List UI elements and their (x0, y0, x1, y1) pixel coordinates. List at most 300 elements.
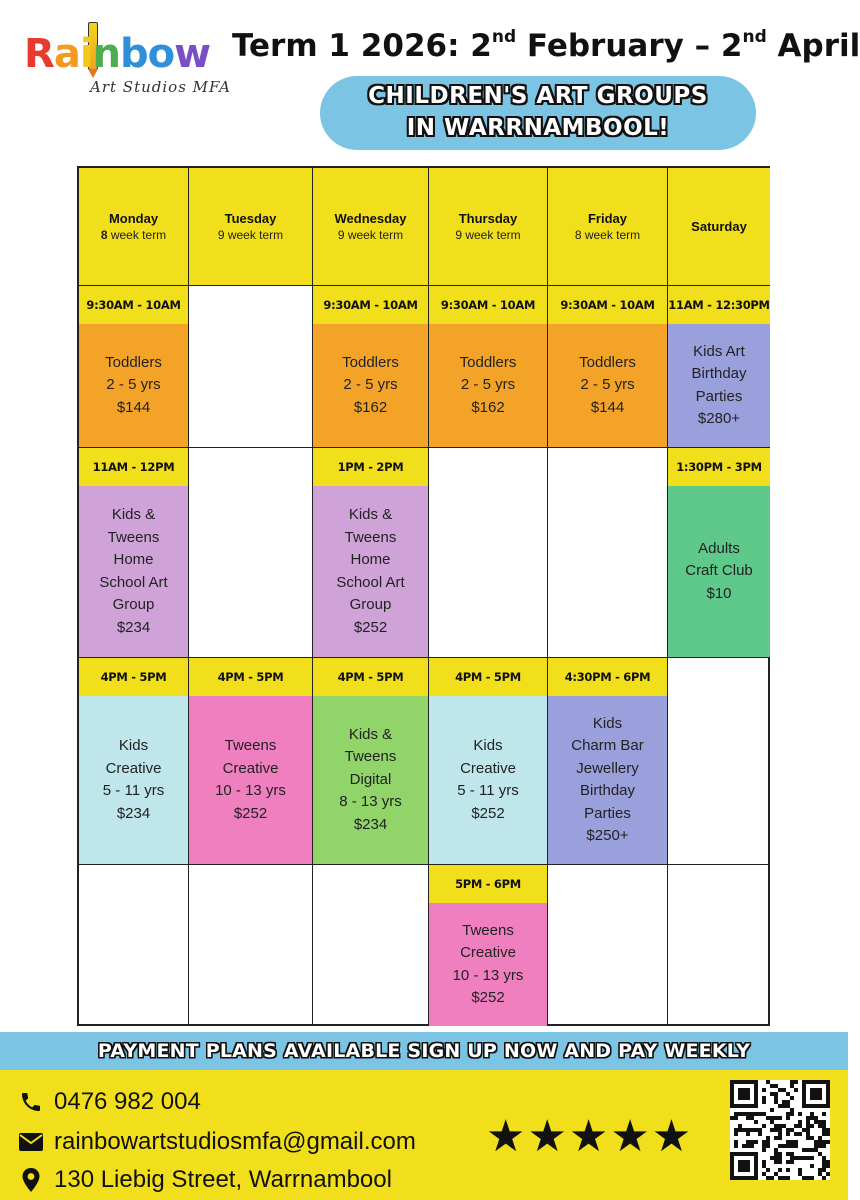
session-detail-line: $162 (353, 398, 388, 416)
session-time: 9:30AM - 10AM (429, 286, 547, 324)
qr-module (782, 1104, 786, 1108)
phone-icon (18, 1089, 44, 1115)
qr-module (782, 1176, 786, 1180)
qr-module (778, 1104, 782, 1108)
qr-module (802, 1156, 806, 1160)
session-details (79, 324, 188, 447)
class-session (548, 286, 668, 448)
session-detail-line: Jewellery (576, 759, 639, 777)
logo-letter: a (53, 31, 80, 77)
session-detail-line: Toddlers (105, 353, 162, 371)
session-detail-line: $280+ (697, 410, 741, 427)
qr-module (758, 1112, 762, 1116)
session-detail-line: Toddlers (579, 353, 636, 371)
session-details (668, 486, 770, 657)
term-title-end: April (766, 28, 860, 64)
session-detail-line: 5 - 11 yrs (457, 782, 519, 799)
qr-module (810, 1116, 814, 1120)
qr-module (774, 1160, 778, 1164)
qr-module (826, 1160, 830, 1164)
session-time: 9:30AM - 10AM (79, 286, 188, 324)
qr-module (794, 1124, 798, 1128)
qr-module (798, 1172, 802, 1176)
session-detail-line: $144 (590, 398, 625, 416)
session-detail-line: 2 - 5 yrs (106, 376, 161, 394)
session-detail-line: $144 (116, 398, 151, 416)
qr-module (778, 1176, 782, 1180)
qr-module (822, 1168, 826, 1172)
session-time: 9:30AM - 10AM (313, 286, 428, 324)
class-session (79, 286, 189, 448)
session-detail-line: $252 (353, 618, 388, 636)
qr-module (738, 1124, 742, 1128)
session-detail-line: 10 - 13 yrs (452, 966, 524, 984)
session-time: 1:30PM - 3PM (668, 448, 770, 486)
day-name: Monday (108, 211, 159, 226)
day-term-length: 9 week term (455, 228, 521, 242)
qr-module (798, 1168, 802, 1172)
qr-module (758, 1132, 762, 1136)
day-name: Tuesday (224, 211, 277, 226)
qr-module (750, 1116, 754, 1120)
qr-module (770, 1092, 774, 1096)
logo-letter: o (147, 31, 175, 77)
qr-module (810, 1156, 814, 1160)
session-detail-line: Tweens (224, 737, 277, 754)
day-name: Wednesday (334, 211, 407, 226)
qr-module (798, 1132, 802, 1136)
qr-module (806, 1176, 810, 1180)
qr-module (806, 1156, 810, 1160)
qr-module (794, 1156, 798, 1160)
qr-module (762, 1100, 766, 1104)
qr-module (762, 1140, 766, 1144)
qr-module (802, 1176, 806, 1180)
logo-letter: R (24, 31, 54, 77)
qr-module (778, 1124, 782, 1128)
map-pin-icon (18, 1167, 44, 1193)
qr-module (786, 1168, 790, 1172)
session-detail-line: Kids (118, 737, 149, 754)
qr-module (750, 1128, 754, 1132)
session-detail-line: Toddlers (342, 353, 399, 371)
session-detail-line: Digital (349, 770, 392, 788)
qr-module (814, 1140, 818, 1144)
qr-module (730, 1116, 734, 1120)
session-details (79, 696, 188, 864)
qr-module (806, 1128, 810, 1132)
qr-module (810, 1164, 814, 1168)
qr-module (734, 1116, 738, 1120)
envelope-icon (18, 1129, 44, 1155)
term-title (232, 26, 860, 66)
qr-module (774, 1116, 778, 1120)
qr-module (774, 1156, 778, 1160)
day-header-saturday (668, 168, 770, 286)
qr-module (770, 1120, 774, 1124)
qr-module (742, 1144, 746, 1148)
qr-module (762, 1172, 766, 1176)
session-detail-line: 8 - 13 yrs (339, 793, 402, 811)
timetable-cell (548, 865, 668, 1026)
session-detail-line: Creative (460, 759, 516, 777)
term-title-middle: February – 2 (516, 28, 743, 64)
qr-module (770, 1176, 774, 1180)
qr-module (766, 1168, 770, 1172)
qr-module (778, 1160, 782, 1164)
qr-module (794, 1080, 798, 1084)
qr-module (814, 1148, 818, 1152)
qr-module (786, 1144, 790, 1148)
qr-module (778, 1152, 782, 1156)
class-session (313, 658, 429, 865)
qr-module (810, 1148, 814, 1152)
session-detail-line: $234 (116, 618, 151, 636)
session-details (189, 696, 312, 864)
qr-module (762, 1096, 766, 1100)
qr-module (798, 1112, 802, 1116)
payment-banner-text: PAYMENT PLANS AVAILABLE SIGN UP NOW AND PAY WEEKLY (97, 1040, 751, 1062)
session-details (548, 324, 667, 447)
session-detail-line: 10 - 13 yrs (215, 782, 286, 799)
qr-module (790, 1156, 794, 1160)
qr-module (758, 1128, 762, 1132)
timetable-cell (189, 286, 313, 448)
session-detail-line: $10 (706, 584, 732, 602)
session-detail-line: Birthday (691, 365, 747, 382)
session-detail-line: Tweens (107, 528, 160, 546)
class-session (429, 286, 548, 448)
session-detail-line: 2 - 5 yrs (460, 376, 516, 394)
session-detail-line: Group (349, 596, 392, 613)
class-session (79, 448, 189, 658)
qr-module (766, 1140, 770, 1144)
payment-banner (0, 1032, 848, 1070)
qr-module (734, 1132, 738, 1136)
day-header-tuesday (189, 168, 313, 286)
class-session (429, 865, 548, 1026)
session-detail-line: Parties (584, 804, 631, 822)
session-detail-line: Craft Club (685, 562, 753, 580)
qr-module (774, 1148, 778, 1152)
headline-line-1: CHILDREN'S ART GROUPS (368, 83, 708, 109)
session-detail-line: $252 (233, 804, 268, 822)
class-session (79, 658, 189, 865)
qr-module (786, 1112, 790, 1116)
session-detail-line: 2 - 5 yrs (580, 376, 635, 394)
qr-code-icon[interactable] (730, 1080, 830, 1180)
logo-wordmark (24, 32, 210, 76)
qr-module (762, 1160, 766, 1164)
session-detail-line: Group (112, 596, 155, 613)
session-details (313, 324, 428, 447)
class-session (429, 658, 548, 865)
qr-module (778, 1132, 782, 1136)
qr-module (794, 1144, 798, 1148)
timetable-cell (79, 865, 189, 1026)
qr-module (786, 1128, 790, 1132)
session-details (79, 486, 188, 657)
session-detail-line: Toddlers (459, 353, 517, 371)
qr-module (794, 1140, 798, 1144)
qr-module (810, 1124, 814, 1128)
qr-module (770, 1116, 774, 1120)
qr-module (778, 1168, 782, 1172)
qr-module (766, 1136, 770, 1140)
class-session (313, 448, 429, 658)
session-time: 4:30PM - 6PM (548, 658, 667, 696)
session-detail-line: School Art (336, 573, 405, 591)
session-detail-line: $252 (471, 804, 505, 822)
qr-module (826, 1172, 830, 1176)
qr-module (802, 1148, 806, 1152)
qr-module (738, 1112, 742, 1116)
qr-module (822, 1140, 826, 1144)
session-detail-line: Adults (698, 539, 740, 557)
qr-module (738, 1160, 750, 1172)
session-detail-line: Kids & (348, 725, 393, 743)
session-detail-line: $252 (471, 989, 505, 1006)
session-detail-line: Creative (460, 944, 516, 961)
qr-module (778, 1116, 782, 1120)
session-detail-line: $250+ (586, 827, 629, 844)
session-detail-line: Birthday (579, 782, 636, 799)
qr-module (754, 1120, 758, 1124)
term-title-sup-2: nd (742, 27, 767, 47)
session-details (429, 903, 547, 1026)
qr-module (734, 1112, 738, 1116)
five-star-rating: ★★★★★ (486, 1111, 694, 1162)
day-term-length: 9 week term (337, 228, 404, 242)
session-detail-line: Kids (473, 737, 503, 754)
session-time: 4PM - 5PM (313, 658, 428, 696)
qr-module (814, 1144, 818, 1148)
qr-module (766, 1116, 770, 1120)
session-detail-line: Charm Bar (571, 737, 644, 754)
day-header-monday (79, 168, 189, 286)
qr-module (790, 1152, 794, 1156)
timetable (77, 166, 770, 1026)
qr-module (774, 1136, 778, 1140)
qr-module (790, 1080, 794, 1084)
qr-module (818, 1144, 822, 1148)
qr-module (754, 1140, 758, 1144)
qr-module (790, 1084, 794, 1088)
class-session (668, 286, 770, 448)
qr-module (822, 1132, 826, 1136)
qr-module (794, 1088, 798, 1092)
qr-module (774, 1172, 778, 1176)
qr-module (734, 1140, 738, 1144)
street-address: 130 Liebig Street, Warrnambool (54, 1166, 392, 1193)
qr-module (818, 1124, 822, 1128)
qr-module (810, 1088, 822, 1100)
qr-module (790, 1096, 794, 1100)
qr-module (762, 1164, 766, 1168)
qr-module (806, 1116, 810, 1120)
qr-module (826, 1128, 830, 1132)
qr-module (822, 1164, 826, 1168)
qr-module (822, 1156, 826, 1160)
day-header-wednesday (313, 168, 429, 286)
qr-module (786, 1104, 790, 1108)
session-detail-line: Tweens (344, 748, 397, 766)
qr-module (806, 1136, 810, 1140)
qr-module (778, 1156, 782, 1160)
session-time: 4PM - 5PM (79, 658, 188, 696)
qr-module (746, 1140, 750, 1144)
term-weeks: 8 (100, 228, 108, 242)
qr-module (790, 1144, 794, 1148)
qr-module (822, 1160, 826, 1164)
session-time: 4PM - 5PM (429, 658, 547, 696)
qr-module (814, 1116, 818, 1120)
qr-module (774, 1128, 778, 1132)
day-term-length: 9 week term (217, 228, 284, 242)
qr-module (778, 1128, 782, 1132)
qr-module (794, 1132, 798, 1136)
session-details (429, 696, 547, 864)
qr-module (806, 1148, 810, 1152)
qr-module (786, 1092, 790, 1096)
timetable-cell (429, 448, 548, 658)
qr-module (762, 1088, 766, 1092)
qr-module (770, 1084, 774, 1088)
phone-number: 0476 982 004 (54, 1088, 201, 1115)
qr-module (766, 1144, 770, 1148)
class-session (668, 448, 770, 658)
qr-module (754, 1112, 758, 1116)
session-time: 1PM - 2PM (313, 448, 428, 486)
qr-module (738, 1128, 742, 1132)
timetable-cell (548, 448, 668, 658)
qr-module (786, 1116, 790, 1120)
address-contact[interactable] (18, 1164, 392, 1196)
qr-module (826, 1132, 830, 1136)
email-address: rainbowartstudiosmfa@gmail.com (54, 1128, 416, 1155)
qr-module (762, 1112, 766, 1116)
qr-module (742, 1112, 746, 1116)
session-time: 9:30AM - 10AM (548, 286, 667, 324)
day-name: Thursday (458, 211, 518, 226)
session-details (313, 696, 428, 864)
qr-module (746, 1128, 750, 1132)
qr-module (806, 1120, 810, 1124)
timetable-cell (189, 865, 313, 1026)
qr-module (778, 1144, 782, 1148)
qr-module (798, 1124, 802, 1128)
qr-module (818, 1136, 822, 1140)
class-session (313, 286, 429, 448)
day-name: Saturday (691, 219, 747, 234)
session-detail-line: Parties (695, 387, 743, 405)
qr-module (774, 1100, 778, 1104)
phone-contact[interactable] (18, 1086, 201, 1118)
qr-module (782, 1088, 786, 1092)
timetable-cell (668, 865, 770, 1026)
session-time: 11AM - 12PM (79, 448, 188, 486)
qr-module (778, 1088, 782, 1092)
session-detail-line: Tweens (462, 921, 514, 939)
qr-module (746, 1116, 750, 1120)
qr-module (818, 1140, 822, 1144)
session-detail-line: Kids & (111, 506, 156, 523)
qr-module (746, 1132, 750, 1136)
qr-module (774, 1096, 778, 1100)
qr-module (770, 1108, 774, 1112)
qr-module (818, 1152, 822, 1156)
session-detail-line: Creative (105, 759, 162, 777)
session-detail-line: Home (350, 551, 391, 568)
class-session (548, 658, 668, 865)
qr-module (822, 1128, 826, 1132)
class-session (189, 658, 313, 865)
session-detail-line: Home (113, 551, 154, 568)
qr-module (810, 1136, 814, 1140)
session-detail-line: $234 (353, 815, 388, 833)
session-detail-line: School Art (99, 573, 168, 591)
qr-module (782, 1100, 786, 1104)
timetable-cell (189, 448, 313, 658)
term-title-sup-1: nd (491, 27, 517, 47)
session-details (429, 324, 547, 447)
qr-module (818, 1172, 822, 1176)
email-contact[interactable] (18, 1126, 416, 1158)
session-details (548, 696, 667, 864)
qr-module (742, 1128, 746, 1132)
day-header-friday (548, 168, 668, 286)
session-details (313, 486, 428, 657)
session-detail-line: $234 (116, 804, 151, 822)
qr-module (766, 1176, 770, 1180)
logo-letter: b (120, 31, 148, 77)
day-header-thursday (429, 168, 548, 286)
qr-module (738, 1088, 750, 1100)
session-detail-line: 5 - 11 yrs (102, 782, 165, 799)
qr-module (782, 1144, 786, 1148)
session-detail-line: 2 - 5 yrs (343, 376, 398, 394)
qr-module (822, 1144, 826, 1148)
qr-module (750, 1112, 754, 1116)
session-detail-line: Kids Art (693, 342, 745, 360)
timetable-cell (668, 658, 770, 865)
qr-module (802, 1128, 806, 1132)
qr-module (786, 1100, 790, 1104)
qr-module (790, 1140, 794, 1144)
qr-module (786, 1140, 790, 1144)
qr-module (806, 1124, 810, 1128)
logo-letter: w (174, 31, 211, 77)
logo (22, 22, 231, 102)
qr-module (734, 1144, 738, 1148)
qr-module (762, 1124, 766, 1128)
qr-module (774, 1152, 778, 1156)
logo-letter: i (79, 31, 93, 77)
qr-module (762, 1144, 766, 1148)
headline-line-2: IN WARRNAMBOOL! (406, 115, 670, 141)
qr-module (782, 1124, 786, 1128)
qr-module (826, 1140, 830, 1144)
session-detail-line: Kids & (348, 506, 393, 523)
qr-module (790, 1108, 794, 1112)
day-name: Friday (587, 211, 627, 226)
qr-module (774, 1124, 778, 1128)
qr-module (818, 1168, 822, 1172)
qr-module (814, 1120, 818, 1124)
qr-module (750, 1144, 754, 1148)
qr-module (766, 1080, 770, 1084)
qr-module (806, 1132, 810, 1136)
